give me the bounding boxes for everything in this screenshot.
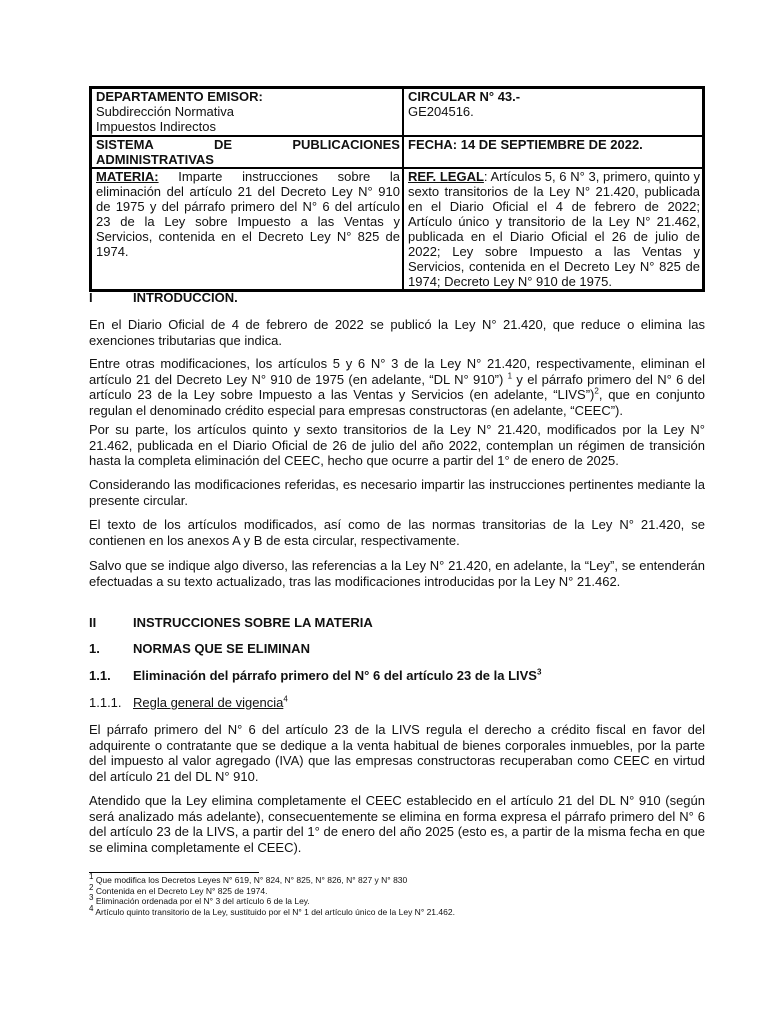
section-number: I: [89, 290, 93, 305]
footnote-ref-3[interactable]: 3: [536, 667, 542, 677]
section-title: INSTRUCCIONES SOBRE LA MATERIA: [133, 615, 373, 630]
footnote-mark: 1: [89, 872, 94, 882]
section-title: NORMAS QUE SE ELIMINAN: [133, 641, 310, 656]
section-title: Eliminación del párrafo primero del N° 6 del artículo 23 de la LIVS: [133, 668, 537, 683]
paragraph-text: Atendido que la Ley elimina completamente el CEEC establecido en el artículo 21 del DL N° 910 (según será analizado más adelante), consecuentemente se elimina en forma expresa el párrafo primero del N° 6 del artículo 23 de la LIVS, a partir del 1° de enero del año 2025 (esto es, a partir de la misma fecha en que se elimina completamente el CEEC).: [89, 793, 705, 855]
footnote-separator: [89, 872, 259, 873]
footnote-ref-1[interactable]: 1: [507, 371, 513, 381]
dept-line2: Impuestos Indirectos: [96, 119, 216, 134]
paragraph-2: [89, 356, 705, 418]
section-number: 1.1.1.: [89, 695, 122, 710]
paragraph-1: [89, 317, 705, 348]
section-heading-1-1-1: [89, 695, 705, 711]
document-page: [89, 86, 706, 917]
section-number: II: [89, 615, 97, 630]
system-word2: DE: [214, 136, 233, 152]
section-heading-introduction: [89, 290, 705, 306]
paragraph-text: Salvo que se indique algo diverso, las referencias a la Ley N° 21.420, en adelante, la “Ley”, se entenderán efectuadas a su texto actualizado, tras las modificaciones introducidas por la Ley N° 21.462.: [89, 558, 705, 589]
footnote-mark: 2: [89, 882, 94, 892]
header-table: [89, 86, 705, 292]
paragraph-text: [89, 356, 705, 418]
circular-cell: [403, 88, 704, 136]
paragraph-text: Por su parte, los artículos quinto y sexto transitorios de la Ley N° 21.420, modificados por la Ley N° 21.462, publicada en el Diario Oficial de 26 de julio del año 2022, contemplan un régimen de transición hasta la completa eliminación del CEEC, hecho que ocurre a partir del 1° de enero de 2025.: [89, 422, 705, 468]
p2-part-a: Entre otras modificaciones, los artículos 5 y 6 N° 3 de la Ley N° 21.420, respectivamente, eliminan el artículo 21 del Decreto Ley N° 910 de 1975 (en adelante, “DL N° 910”): [89, 356, 705, 387]
system-line: [96, 137, 400, 152]
ref-label: REF. LEGAL: [408, 168, 484, 184]
paragraph-text: Considerando las modificaciones referidas, es necesario impartir las instrucciones pertinentes mediante la presente circular.: [89, 477, 705, 508]
section-heading-instructions: [89, 615, 705, 631]
legal-reference-cell: [403, 168, 704, 291]
section-number: 1.1.: [89, 668, 111, 683]
system-word4: ADMINISTRATIVAS: [96, 151, 214, 167]
circular-label: CIRCULAR N° 43.-: [408, 89, 521, 104]
ref-text: : Artículos 5, 6 N° 3, primero, quinto y sexto transitorios de la Ley N° 21.420, publicada en el Diario Oficial el 4 de febrero de 2022; Artículo único y transitorio de la Ley N° 21.462, publicada en el Diario Oficial el 26 de julio de 2022; Ley sobre Impuesto a las Ventas y Servicios, contenida en el Decreto Ley N° 825 de 1974; Decreto Ley N° 910 de 1975.: [408, 168, 700, 289]
footnote-3: [89, 893, 705, 907]
paragraph-7: [89, 722, 705, 784]
footnote-text: Contenida en el Decreto Ley N° 825 de 1974.: [93, 885, 268, 896]
date-cell: [403, 136, 704, 168]
dept-line1: Subdirección Normativa: [96, 104, 235, 119]
materia-label: MATERIA:: [96, 168, 159, 184]
paragraph-8: [89, 793, 705, 855]
section-heading-1-1: [89, 668, 705, 684]
p2-part-c: , que en conjunto regulan el denominado crédito especial para empresas constructoras (en adelante, “CEEC”).: [89, 387, 705, 418]
system-word3: PUBLICACIONES: [292, 136, 400, 152]
materia-cell: [91, 168, 404, 291]
circular-code: GE204516.: [408, 104, 474, 119]
footnotes: [89, 872, 705, 917]
date-text: FECHA: 14 DE SEPTIEMBRE DE 2022.: [408, 136, 643, 152]
paragraph-5: [89, 517, 705, 548]
system-cell: [91, 136, 404, 168]
section-title: Regla general de vigencia: [133, 695, 284, 710]
section-heading-normas: [89, 641, 705, 657]
paragraph-4: [89, 477, 705, 508]
materia-text: Imparte instrucciones sobre la eliminación del artículo 21 del Decreto Ley N° 910 de 1975 y del párrafo primero del N° 6 del artículo 23 de la Ley sobre Impuesto a las Ventas y Servicios, contenida en el Decreto Ley N° 825 de 1974.: [96, 168, 400, 259]
footnote-text: Artículo quinto transitorio de la Ley, sustituido por el N° 1 del artículo único de la Ley N° 21.462.: [93, 906, 455, 917]
footnote-4: [89, 903, 705, 918]
paragraph-text: En el Diario Oficial de 4 de febrero de 2022 se publicó la Ley N° 21.420, que reduce o elimina las exenciones tributarias que indica.: [89, 317, 705, 348]
footnote-2: [89, 882, 705, 897]
dept-label: DEPARTAMENTO EMISOR:: [96, 89, 263, 104]
footnote-mark: 3: [89, 893, 94, 903]
footnote-1: [89, 872, 705, 886]
paragraph-text: El párrafo primero del N° 6 del artículo 23 de la LIVS regula el derecho a crédito fiscal en favor del adquirente o contratante que se dedique a la venta habitual de bienes corporales inmuebles, por la parte del impuesto al valor agregado (IVA) que las empresas constructoras recuperaban como CEEC en virtud del artículo 21 del DL N° 910.: [89, 722, 705, 784]
system-word1: SISTEMA: [96, 136, 154, 152]
section-title: INTRODUCCIÓN.: [133, 290, 238, 305]
paragraph-6: [89, 558, 705, 589]
paragraph-text: El texto de los artículos modificados, así como de las normas transitorias de la Ley N° 21.420, se contienen en los anexos A y B de esta circular, respectivamente.: [89, 517, 705, 548]
footnote-mark: 4: [89, 903, 94, 913]
footnote-ref-2[interactable]: 2: [594, 386, 599, 396]
section-number: 1.: [89, 641, 100, 656]
footnote-ref-4[interactable]: 4: [283, 694, 288, 704]
footnote-text: Eliminación ordenada por el N° 3 del artículo 6 de la Ley.: [93, 896, 310, 906]
footnote-text: Que modifica los Decretos Leyes N° 619, N° 824, N° 825, N° 826, N° 827 y N° 830: [93, 875, 408, 885]
p2-part-b: y el párrafo primero del N° 6 del artículo 23 de la Ley sobre Impuesto a las Ventas y Servicios (en adelante, “LIVS”): [89, 371, 706, 402]
issuing-department-cell: [91, 88, 404, 136]
paragraph-3: [89, 422, 705, 469]
